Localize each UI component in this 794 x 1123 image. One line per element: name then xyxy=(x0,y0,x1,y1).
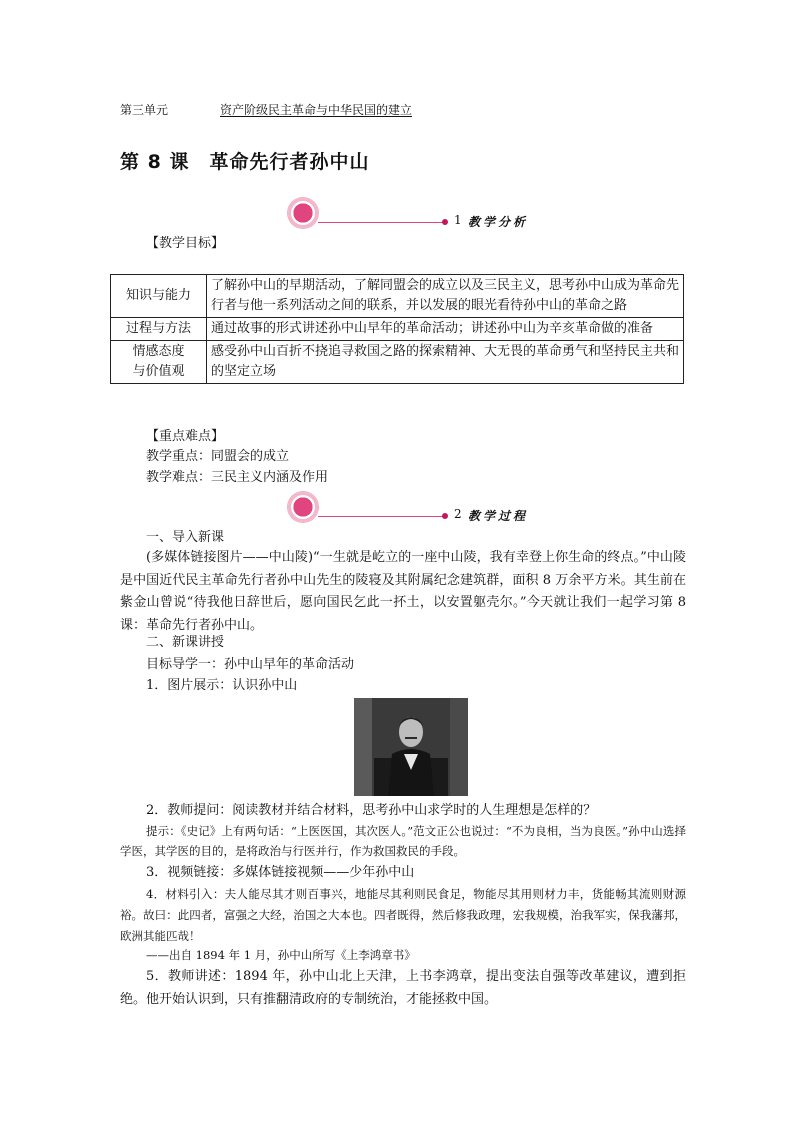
table-row xyxy=(111,275,684,318)
table-row xyxy=(111,318,684,341)
section-divider-line xyxy=(318,516,446,517)
section-divider-line xyxy=(318,222,446,223)
goal-text: 通过故事的形式讲述孙中山早年的革命活动；讲述孙中山为辛亥革命做的准备 xyxy=(207,318,684,341)
section-label: 教学过程 xyxy=(468,509,529,523)
item-four: 4．材料引入：夫人能尽其才则百事兴，地能尽其利则民食足，物能尽其用则材力丰，货能畅其流则财源裕。故曰：此四者，富强之大经，治国之大本也。四者既得，然后修我政理，宏我规模，治我军实，保我藩邦，欧洲其能匹哉！ xyxy=(120,887,686,943)
lesson-title xyxy=(120,147,369,174)
item-two: 2．教师提问：阅读教材并结合材料，思考孙中山求学时的人生理想是怎样的？ xyxy=(146,803,597,818)
unit-label: 第三单元 xyxy=(120,103,169,117)
material-source: ——出自 1894 年 1 月，孙中山所写《上李鸿章书》 xyxy=(146,948,416,962)
intro-paragraph: (多媒体链接图片——中山陵)“一生就是屹立的一座中山陵，我有幸登上你生命的终点。”中山陵是中国近代民主革命先行者孙中山先生的陵寝及其附属纪念建筑群，面积 8 万余平方米。其生前在紫金山曾说“待我他日辞世后，愿向国民乞此一抔土，以安置躯壳尔。”今天就让我们一起学习第 8 课：革命先行者孙中山。 xyxy=(120,550,686,633)
goal-label-line: 情感态度 xyxy=(132,344,185,359)
table-row xyxy=(111,341,684,384)
lesson-name: 革命先行者孙中山 xyxy=(209,151,370,173)
goal-label: 过程与方法 xyxy=(111,318,207,341)
goal-label: 知识与能力 xyxy=(111,275,207,318)
lesson-number: 第 8 课 xyxy=(120,151,190,173)
goals-heading: 【教学目标】 xyxy=(146,236,225,251)
new-lesson-heading: 二、新课讲授 xyxy=(146,635,225,650)
section-dot-icon xyxy=(442,219,448,225)
section-number: 2 xyxy=(454,507,462,521)
section-number: 1 xyxy=(454,213,462,227)
section-circle-icon xyxy=(288,492,318,522)
target-one: 目标导学一：孙中山早年的革命活动 xyxy=(146,657,355,672)
section-label: 教学分析 xyxy=(468,215,529,229)
item-three: 3．视频链接：多媒体链接视频——少年孙中山 xyxy=(146,865,415,880)
goal-label-line: 与价值观 xyxy=(132,364,185,379)
goals-table xyxy=(110,274,684,384)
section-marker-process xyxy=(288,492,548,524)
key-point: 教学重点：同盟会的成立 xyxy=(146,449,290,464)
difficult-point: 教学难点：三民主义内涵及作用 xyxy=(146,470,329,485)
keypoints-heading: 【重点难点】 xyxy=(146,429,225,444)
item-one: 1．图片展示：认识孙中山 xyxy=(146,678,298,693)
sun-yatsen-photo xyxy=(354,698,468,796)
intro-heading: 一、导入新课 xyxy=(146,530,225,545)
section-marker-analysis xyxy=(288,198,548,230)
goal-text: 了解孙中山的早期活动，了解同盟会的成立以及三民主义，思考孙中山成为革命先行者与他一系列活动之间的联系，并以发展的眼光看待孙中山的革命之路 xyxy=(207,275,684,318)
section-dot-icon xyxy=(442,513,448,519)
unit-title: 资产阶级民主革命与中华民国的建立 xyxy=(220,103,413,117)
section-circle-icon xyxy=(288,198,318,228)
item-five: 5．教师讲述：1894 年，孙中山北上天津，上书李鸿章，提出变法自强等改革建议，遭到拒绝。他开始认识到，只有推翻清政府的专制统治，才能拯救中国。 xyxy=(120,969,686,1007)
hint-paragraph: 提示：《史记》上有两句话：“上医医国，其次医人。”范文正公也说过：“不为良相，当为良医。”孙中山选择学医，其学医的目的，是将政治与行医并行，作为救国救民的手段。 xyxy=(120,824,686,858)
goal-text: 感受孙中山百折不挠追寻救国之路的探索精神、大无畏的革命勇气和坚持民主共和的坚定立场 xyxy=(207,341,684,384)
goal-label xyxy=(111,341,207,384)
